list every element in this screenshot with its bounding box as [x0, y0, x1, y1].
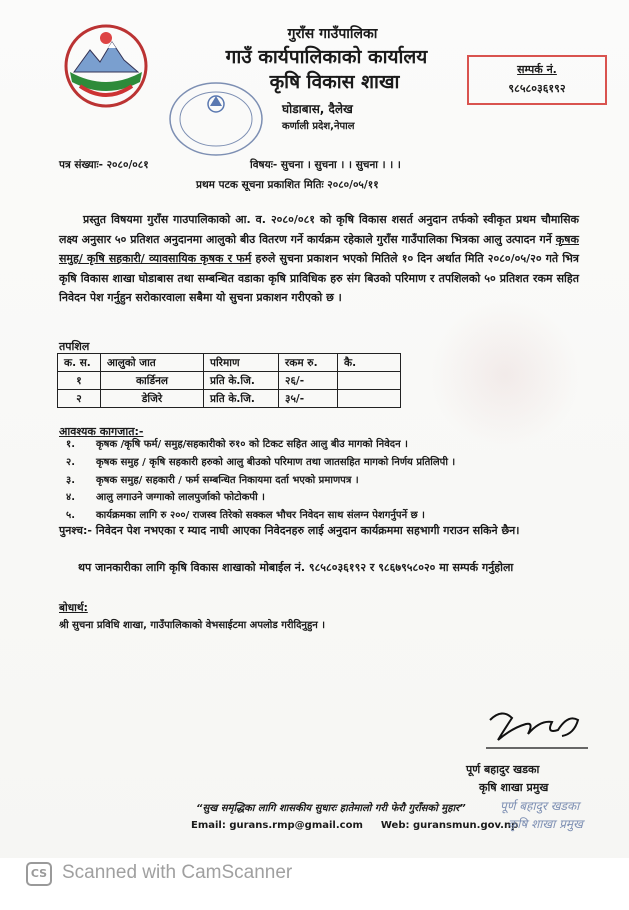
item-number: २.	[66, 456, 75, 468]
municipality-name: गुराँस गाउँपालिका	[287, 26, 378, 42]
table-cell: प्रति के.जि.	[204, 372, 279, 390]
table-row	[58, 390, 401, 408]
footer-contact	[191, 820, 518, 831]
postscript-note: पुनश्च:- निवेदन पेश नभएका र म्याद नाघी आएका निवेदनहरु लाई अनुदान कार्यक्रममा सहभागी गराउन सकिने छैन।	[59, 524, 520, 537]
table-cell: २६/-	[279, 372, 338, 390]
item-text: आलु लगाउने जग्गाको लालपुर्जाको फोटोकपी ।	[96, 492, 265, 504]
notice-body	[59, 210, 579, 308]
body-text-part2: हरुले सुचना प्रकाशन भएको मितिले १० दिन अर्थात मिति २०८०/०५/२० गते भित्र कृषि विकास शाखा घोडाबास तथा सम्बन्धित वडाका कृषि प्राविधिक हरु संग बिउको परिमाण र तपशिलको ५० प्रतिशत रकम सहित निवेदन पेश गर्नुहुन सरोकारवाला सबैमा यो सुचना प्रकाशन गरीएको छ ।	[59, 252, 579, 305]
signature-stamp-line2: कृषि शाखा प्रमुख	[508, 817, 583, 831]
watermark	[430, 300, 580, 450]
slogan: “सुख समृद्धिका लागि शासकीय सुधारः हातेमालो गरी फेरौ गुराँसको मुहार”	[196, 803, 466, 814]
table-cell: डेजिरे	[101, 390, 204, 408]
office-place: घोडाबास, दैलेख	[282, 102, 353, 116]
contact-label: सम्पर्क नं.	[517, 63, 557, 76]
office-name: गाउँ कार्यपालिकाको कार्यालय	[225, 46, 428, 68]
footer-website: Web: guransmun.gov.np	[380, 820, 519, 831]
published-date: प्रथम पटक सूचना प्रकाशित मितिः २०८०/०५/११	[196, 179, 379, 191]
camscanner-logo-icon: CS	[26, 862, 52, 886]
table-cell: १	[58, 372, 101, 390]
more-info-note: थप जानकारीका लागि कृषि विकास शाखाको मोबाईल नं. ९८५८०३६१९२ र ९८६७९५८०२० मा सम्पर्क गर्नुहोला	[78, 561, 514, 574]
table-cell: कार्डिनल	[101, 372, 204, 390]
table-cell: ३५/-	[279, 390, 338, 408]
list-item	[66, 436, 455, 454]
item-number: ३.	[66, 474, 75, 486]
list-item	[66, 454, 455, 472]
table-header-row	[58, 354, 401, 372]
table-row	[58, 372, 401, 390]
table-header: आलुको जात	[101, 354, 204, 372]
bodharth-text: श्री सुचना प्रविधि शाखा, गाउँपालिकाको वेभसाईटमा अपलोड गरीदिनुहुन ।	[59, 620, 326, 631]
signature-stamp-line1: पूर्ण बहादुर खडका	[500, 799, 580, 813]
tapsil-label: तपशिल	[59, 340, 90, 353]
documents-list	[66, 436, 455, 525]
table-header: परिमाण	[204, 354, 279, 372]
body-text-underlined: कृषक समुह/ कृषि सहकारी/ व्यावसायिक कृषक र फर्म	[59, 232, 579, 266]
signatory-title: कृषि शाखा प्रमुख	[479, 781, 549, 794]
branch-name: कृषि विकास शाखा	[269, 71, 400, 93]
table-cell: प्रति के.जि.	[204, 390, 279, 408]
item-text: कृषक समुह/ सहकारी / फर्म सम्बन्धित निकायमा दर्ता भएको प्रमाणपत्र ।	[96, 474, 359, 486]
item-text: कार्यक्रमका लागि रु २००/ राजस्व तिरेको सक्कल भौचर निवेदन साथ संलग्न पेशगर्नुपर्ने छ ।	[96, 510, 425, 522]
table-cell: २	[58, 390, 101, 408]
subject-line: विषयः- सुचना । सुचना । । सुचना । । ।	[250, 159, 401, 171]
body-text-part1: प्रस्तुत विषयमा गुराँस गाउपालिकाको आ. व. २०८०/०८१ को कृषि विकास शसर्त अनुदान तर्फको स्वीकृत प्रथम चौमासिक लक्ष्य अनुसार ५० प्रतिशत अनुदानमा आलुको बीउ वितरण गर्ने कार्यक्रम रहेकाले गुराँस गाउँपालिका भित्रका आलु उत्पादन गर्ने	[59, 213, 579, 246]
bodharth-heading: बोधार्थ:	[59, 602, 88, 614]
item-text: कृषक समुह / कृषि सहकारी हरुको आलु बीउको परिमाण तथा जातसहित मागको निर्णय प्रतिलिपी ।	[96, 456, 456, 468]
signatory-name: पूर्ण बहादुर खडका	[466, 763, 540, 776]
contact-number: ९८५८०३६१९२	[508, 82, 566, 95]
office-province: कर्णाली प्रदेश,नेपाल	[282, 121, 355, 132]
contact-box	[467, 55, 607, 105]
item-number: ५.	[66, 510, 75, 522]
letter-number: पत्र संख्याः- २०८०/०८१	[59, 159, 149, 171]
item-number: ४.	[66, 492, 75, 504]
handwritten-signature	[482, 700, 592, 760]
list-item	[66, 472, 455, 490]
documents-heading: आवश्यक कागजात:-	[59, 425, 144, 438]
table-header: कै.	[338, 354, 401, 372]
potato-variety-table	[57, 353, 401, 408]
table-cell	[338, 390, 401, 408]
list-item	[66, 489, 455, 507]
office-seal-stamp	[166, 80, 266, 158]
camscanner-label: Scanned with CamScanner	[62, 862, 293, 883]
footer-email: Email: gurans.rmp@gmail.com	[191, 820, 363, 831]
table-cell	[338, 372, 401, 390]
item-number: १.	[66, 439, 75, 450]
table-header: क. स.	[58, 354, 101, 372]
table-header: रकम रु.	[279, 354, 338, 372]
item-text: कृषक /कृषि फर्म/ समुह/सहकारीको रु१० को टिकट सहित आलु बीउ मागको निवेदन ।	[96, 439, 408, 450]
